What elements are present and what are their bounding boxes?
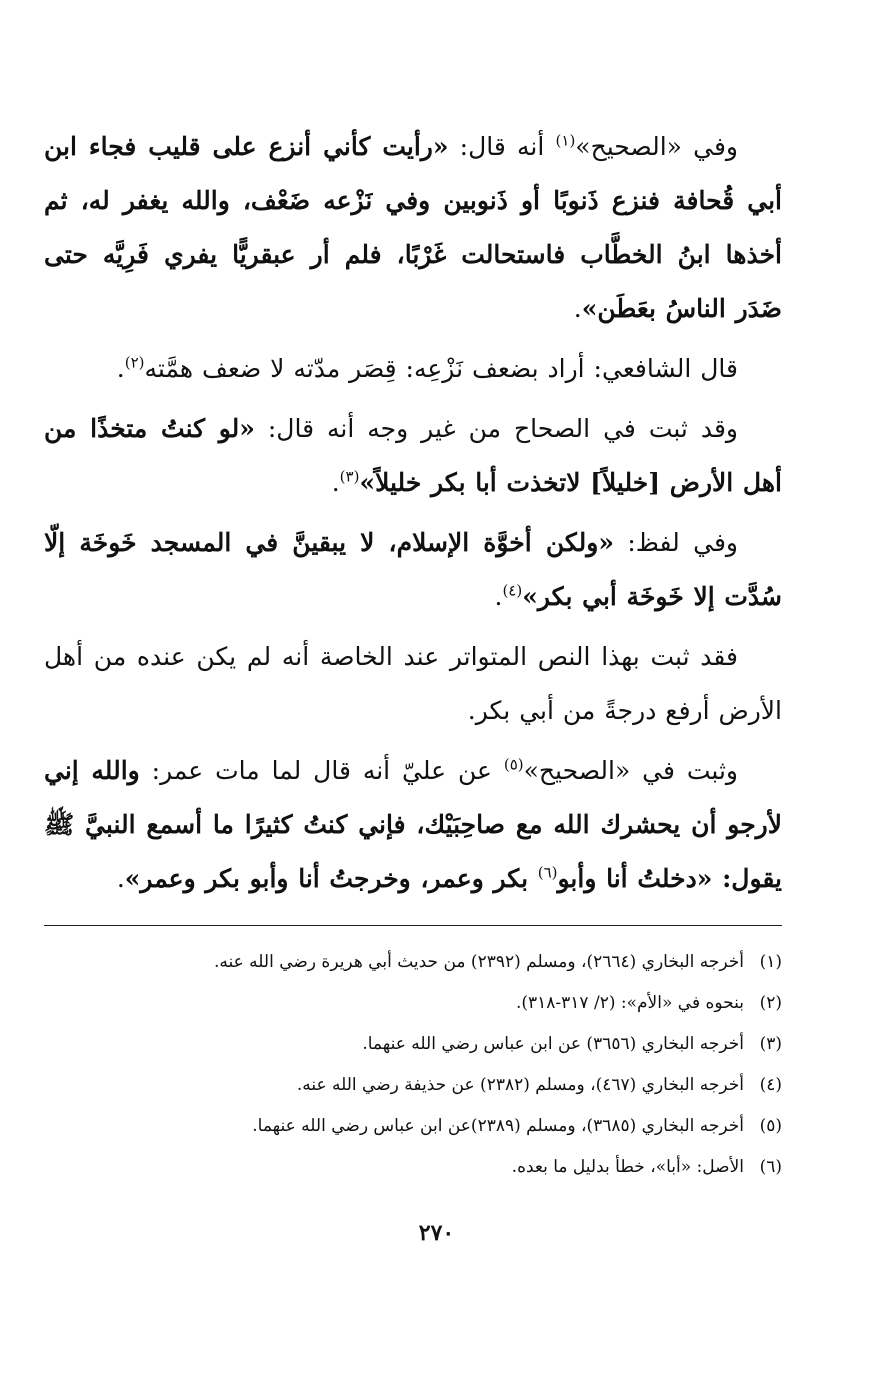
paragraph-text: أنه قال:	[448, 132, 556, 161]
paragraph-text: وفي لفظ:	[613, 528, 739, 557]
main-text	[44, 120, 782, 912]
paragraph	[44, 630, 782, 738]
footnote-ref[interactable]: (٢)	[124, 353, 145, 372]
page-number: ٢٧٠	[418, 1220, 455, 1246]
quoted-text: «رأيت كأني أنزع على قليب فجاء ابن أبي قُحافة فنزع ذَنوبًا أو ذَنوبين وفي نَزْعه ضَعْف، والله يغفر له، ثم أخذها ابنُ الخطَّاب فاستحالت غَرْبًا، فلم أر عبقريًّا يفري فَرِيَّه حتى ضَدَر الناسُ بعَطَن»	[44, 132, 782, 323]
footnote-divider	[44, 925, 782, 926]
footnote-text: أخرجه البخاري (٣٦٨٥)، ومسلم (٢٣٨٩)عن ابن عباس رضي الله عنهما.	[252, 1116, 744, 1136]
footnote-text: الأصل: «أبا»، خطأ بدليل ما بعده.	[511, 1157, 744, 1177]
paragraph-text: وثبت في «الصحيح»	[523, 756, 738, 785]
paragraph-text: .	[573, 294, 582, 323]
paragraph-text: .	[116, 864, 125, 893]
paragraph-text: فقد ثبت بهذا النص المتواتر عند الخاصة أنه لم يكن عنده من أهل الأرض أرفع درجةً من أبي بكر.	[44, 642, 782, 725]
paragraph-text: .	[331, 468, 340, 497]
quoted-text: والله إني لأرجو أن يحشرك الله مع صاحِبَيْك، فإني كنتُ كثيرًا ما أسمع النبيَّ ﷺ يقول: «دخلتُ أنا وأبو	[44, 756, 782, 893]
footnote-item	[44, 1024, 782, 1065]
paragraph	[44, 120, 782, 336]
paragraph	[44, 342, 782, 396]
footnote-text: بنحوه في «الأم»: (٢/ ٣١٧-٣١٨).	[515, 993, 744, 1013]
paragraph	[44, 516, 782, 624]
paragraph-text: وفي «الصحيح»	[575, 132, 738, 161]
footnote-number: (٤)	[759, 1075, 782, 1095]
footnote-text: أخرجه البخاري (٢٦٦٤)، ومسلم (٢٣٩٢) من حديث أبي هريرة رضي الله عنه.	[213, 952, 744, 972]
footnote-ref[interactable]: (٥)	[503, 755, 524, 774]
footnote-item	[44, 942, 782, 983]
footnote-number: (٣)	[759, 1034, 782, 1054]
footnote-item	[44, 1065, 782, 1106]
footnote-number: (٦)	[759, 1157, 782, 1177]
paragraph-text: قال الشافعي: أراد بضعف نَزْعِه: قِصَر مدّته لا ضعف همَّته	[144, 354, 738, 383]
footnote-number: (١)	[759, 952, 782, 972]
paragraph-text: .	[116, 354, 125, 383]
footnote-ref[interactable]: (٦)	[537, 863, 558, 882]
quoted-text: «لو كنتُ متخذًا من أهل الأرض [خليلاً] لاتخذت أبا بكر خليلاً»	[44, 414, 782, 497]
footnote-item	[44, 983, 782, 1024]
quoted-text: «ولكن أخوَّة الإسلام، لا يبقينَّ في المسجد خَوخَة إلّا سُدَّت إلا خَوخَة أبي بكر»	[44, 528, 782, 611]
paragraph	[44, 402, 782, 510]
quoted-text: بكر وعمر، وخرجتُ أنا وأبو بكر وعمر»	[124, 864, 538, 893]
paragraph-text: وقد ثبت في الصحاح من غير وجه أنه قال:	[254, 414, 738, 443]
footnote-ref[interactable]: (٣)	[339, 467, 360, 486]
footnote-text: أخرجه البخاري (٤٦٧)، ومسلم (٢٣٨٢) عن حذيفة رضي الله عنه.	[296, 1075, 744, 1095]
footnote-number: (٥)	[759, 1116, 782, 1136]
footnote-text: أخرجه البخاري (٣٦٥٦) عن ابن عباس رضي الله عنهما.	[362, 1034, 744, 1054]
paragraph-text: .	[494, 582, 503, 611]
footnote-item	[44, 1147, 782, 1188]
footnotes	[44, 942, 782, 1188]
paragraph-text: عن عليّ أنه قال لما مات عمر:	[139, 756, 504, 785]
paragraph	[44, 744, 782, 906]
footnote-number: (٢)	[759, 993, 782, 1013]
footnote-item	[44, 1106, 782, 1147]
footnote-ref[interactable]: (٤)	[502, 581, 523, 600]
footnote-ref[interactable]: (١)	[555, 131, 576, 150]
